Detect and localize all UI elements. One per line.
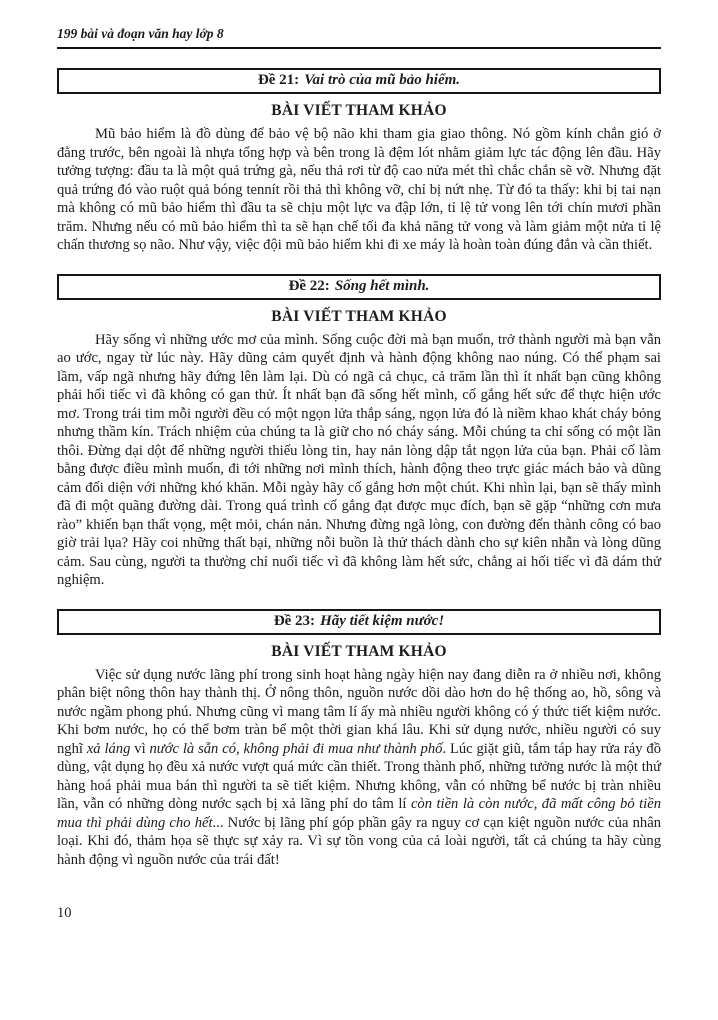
running-header bbox=[57, 26, 661, 49]
text-run-italic: xả láng bbox=[86, 740, 131, 757]
topic-title: Hãy tiết kiệm nước! bbox=[320, 612, 445, 629]
text-run-italic: nước là sẵn có, không phải đi mua như thành phố bbox=[149, 740, 443, 757]
section-de-23 bbox=[57, 609, 661, 870]
text-run: . Lúc giặt giũ, tắm táp hay rửa ráy đồ dùng, vật dụng họ đều xả nước vượt quá mức cần thiết. Trong thành phố, những tưởng nước là một thứ hàng hoá phải mua bán thì người ta sẽ tiết kiệm. Nhưng không, vẫn có những bể nước bị tràn nhiều lần, vẫn có những dòng nước sạch bị xả lãng phí do tâm lí bbox=[57, 740, 661, 812]
section-de-21 bbox=[57, 68, 661, 255]
essay-paragraph bbox=[57, 666, 661, 870]
topic-title: Sống hết mình. bbox=[334, 277, 430, 294]
essay-paragraph bbox=[57, 125, 661, 255]
topic-title-box bbox=[57, 609, 661, 635]
topic-label: Đề 23: bbox=[273, 612, 316, 629]
page-number: 10 bbox=[57, 905, 72, 921]
section-de-22 bbox=[57, 274, 661, 590]
topic-title: Vai trò của mũ bảo hiểm. bbox=[304, 72, 461, 88]
essay-paragraph bbox=[57, 331, 661, 590]
reference-heading: BÀI VIẾT THAM KHẢO bbox=[271, 642, 447, 660]
text-run: Việc sử dụng nước lãng phí trong sinh hoạt hàng ngày hiện nay đang diễn ra ở nhiều nơi, không phân biệt nông thôn hay thành thị. Ở nông thôn, nguồn nước dồi dào hơn do hệ thống ao, hồ, sông và nước ngầm phong phú. Nhưng cũng vì mang tâm lí ấy mà nhiều người không có ý thức tiết kiệm nước. Khi bơm nước, họ có thể bơm tràn bể một thời gian khá lâu. Khi sử dụng nước, nhiều người có suy nghĩ bbox=[57, 666, 661, 757]
reference-heading: BÀI VIẾT THAM KHẢO bbox=[271, 307, 447, 325]
topic-label: Đề 21: bbox=[257, 72, 300, 88]
topic-title-box bbox=[57, 68, 661, 94]
text-run: Hãy sống vì những ước mơ của mình. Sống cuộc đời mà bạn muốn, trở thành người mà bạn vẫn ao ước, ngay từ lúc này. Hãy dũng cảm quyết định và hành động không nao núng. Có thể phạm sai lầm, vấp ngã nhưng hãy đứng lên làm lại. Dù có ngã cả chục, cả trăm lần thì ít nhất bạn cũng không phải hối tiếc vì đã không có gan thử. Ít nhất bạn đã sống hết mình, cố gắng hết sức để thực hiện ước mơ. Trong trái tim mỗi người đều có một ngọn lửa thắp sáng, ngọn lửa đó là niềm khao khát cháy bỏng nhưng thầm kín. Trách nhiệm của chúng ta là giữ cho nó cháy sáng. Mỗi chúng ta chỉ sống có một lần thôi. Đừng dại dột để những người thiếu lòng tin, hay nản lòng dập tắt ngọn lửa của bạn. Phải cố làm bằng được điều mình muốn, đi tới những nơi mình thích, hành động theo trực giác mách bảo và dũng cảm đối diện với những khó khăn. Mỗi ngày hãy cố gắng hơn một chút. Khi nhìn lại, bạn sẽ thấy mình đã đi một quãng đường dài. Trong quá trình cố gắng đạt được mục đích, bạn sẽ gặp “những cơn mưa rào” khiến bạn thất vọng, mệt mỏi, chán nản. Nhưng đừng ngã lòng, con đường đến thành công có bao giờ trải lụa? Hãy coi những thất bại, những nỗi buồn là thử thách dành cho sự kiên nhẫn và lòng dũng cảm. Sau cùng, người ta thường chỉ nuối tiếc vì đã không làm hết sức, chẳng ai hối tiếc vì đã dám thử nghiệm. bbox=[57, 331, 661, 588]
text-run-italic: còn tiền là còn nước, đã mất công bỏ tiền mua thì phải dùng cho hết bbox=[57, 796, 661, 831]
topic-title-box bbox=[57, 274, 661, 300]
running-title: 199 bài và đoạn văn hay lớp 8 bbox=[57, 26, 224, 41]
text-run: Mũ bảo hiểm là đồ dùng để bảo vệ bộ não khi tham gia giao thông. Nó gồm kính chắn gió ở đằng trước, bên ngoài là nhựa tổng hợp và bên trong là đệm lót nhằm giảm lực tác động lên đầu. Hãy tưởng tượng: đầu ta là một quả trứng gà, nếu thả rơi từ độ cao nửa mét thì chắc chắn sẽ vỡ. Nhưng đặt quả trứng đó vào ruột quả bóng tennít rồi thả thì không vỡ, chỉ bị nứt nhẹ. Từ đó ta thấy: khi bị tai nạn mà không có mũ bảo hiểm thì đầu ta sẽ chịu một lực va đập lớn, tỉ lệ tử vong lên tới chín mươi phần trăm. Nhưng nếu có mũ bảo hiểm thì ta sẽ hạn chế tối đa khả năng tử vong và làm giảm một nửa tỉ lệ chấn thương sọ não. Như vậy, việc đội mũ bảo hiểm khi đi xe máy là hoàn toàn đúng đắn và cần thiết. bbox=[57, 126, 661, 253]
text-run: ... Nước bị lãng phí góp phần gây ra nguy cơ cạn kiệt nguồn nước của nhân loại. Khi đó, thảm họa sẽ thực sự xảy ra. Vì sự tồn vong của cả loài người, tất cả chúng ta hãy cùng hành động vì nguồn nước của trái đất! bbox=[57, 814, 661, 868]
topic-label: Đề 22: bbox=[288, 277, 330, 294]
text-run: vì bbox=[130, 740, 150, 757]
reference-heading: BÀI VIẾT THAM KHẢO bbox=[271, 102, 447, 119]
